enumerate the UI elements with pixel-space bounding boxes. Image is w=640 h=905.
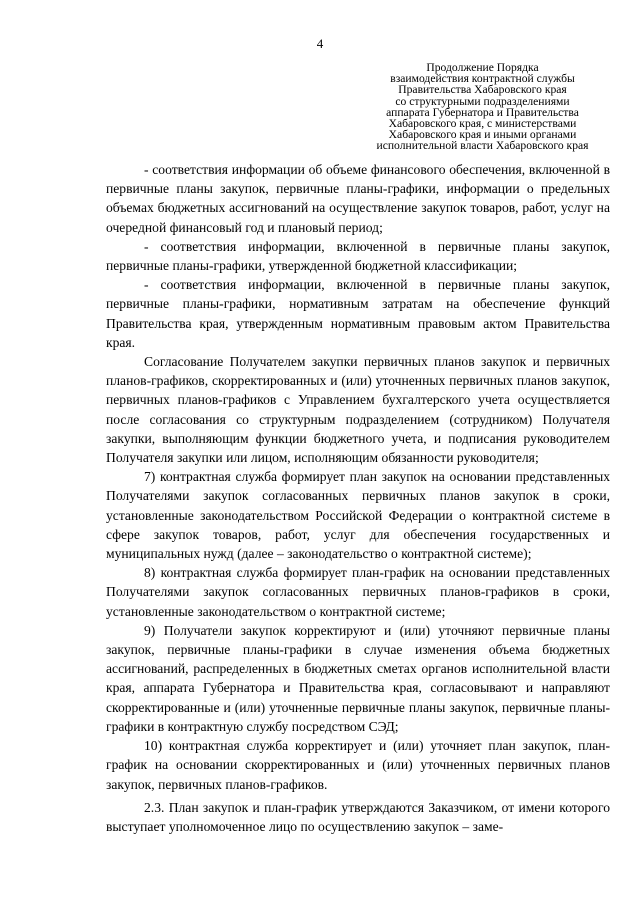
body-paragraph: 2.3. План закупок и план-график утверждаются Заказчиком, от имени которого выступает уполномоченное лицо по осуществлению закупок – заме- [106,799,610,834]
page-number: 4 [316,36,324,51]
body-paragraph: - соответствия информации об объеме финансового обеспечения, включенной в первичные планы закупок, первичные планы-графики, информации о предельных объемах бюджетных ассигнований на осуществление закупок товаров, работ, услуг на очередной финансовый год и плановый период; [106,162,610,235]
body-paragraph: Согласование Получателем закупки первичных планов закупок и первичных планов-графиков, скорректированных и (или) уточненных первичных планов закупок, первичных планов-графиков с Управлением бухгалтерского учета осуществляется после согласования со структурным подразделением (сотрудником) Получателя закупки, выполняющим функции бюджетного учета, и подписания руководителем Получателя закупки или лицом, исполняющим обязанности руководителя; [106,354,610,466]
header-line: взаимодействия контрактной службы [390,72,575,86]
header-line: аппарата Губернатора и Правительства [386,105,579,119]
header-line: исполнительной власти Хабаровского края [376,139,589,153]
body-paragraph: 10) контрактная служба корректирует и (или) уточняет план закупок, план-график на основании скорректированных и (или) уточненных первичных планов закупок, первичных планов-графиков. [106,738,610,792]
body-paragraph: 9) Получатели закупок корректируют и (или) уточняют первичные планы закупок, первичные планы-графики в случае изменения объема бюджетных ассигнований, распределенных в бюджетных сметах органов исполнительной власти края, аппарата Губернатора и Правительства края, согласовывают и направляют скорректированные и (или) уточненные первичные планы закупок, первичные планы-графики в контрактную службу посредством СЭД; [106,622,610,734]
body-paragraph: - соответствия информации, включенной в первичные планы закупок, первичные планы-графики, нормативным затратам на обеспечение функций Правительства края, утвержденным нормативным правовым актом Правительства края. [106,277,610,350]
header-line: Хабаровского края, с министерствами [388,117,577,131]
body-paragraph: - соответствия информации, включенной в первичные планы закупок, первичные планы-графики, утвержденной бюджетной классификации; [106,238,610,274]
header-line: Хабаровского края и иными органами [388,128,577,142]
body-paragraph: 8) контрактная служба формирует план-график на основании представленных Получателями закупок согласованных первичных планов-графиков в сроки, установленные законодательством о контрактной системе; [106,565,610,619]
continuation-header [350,62,615,152]
document-body [106,160,610,836]
header-line: Продолжение Порядка [426,61,539,74]
body-paragraph: 7) контрактная служба формирует план закупок на основании представленных Получателями закупок согласованных первичных планов закупок в сроки, установленные законодательством Российской Федерации о контрактной системе в сфере закупок товаров, работ, услуг для обеспечения государственных и муниципальных нужд (далее – законодательство о контрактной системе); [106,469,610,562]
header-line: Правительства Хабаровского края [398,83,567,97]
header-line: со структурными подразделениями [395,94,570,108]
